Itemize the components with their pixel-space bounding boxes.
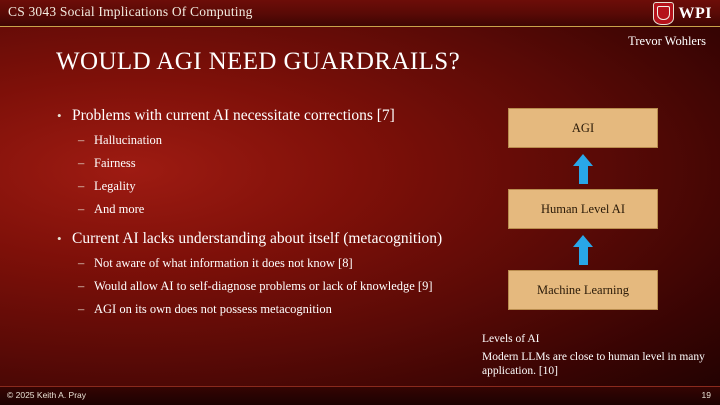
bullet-level1: • Current AI lacks understanding about itself (metacognition) — [56, 229, 466, 248]
bullet-level2: – Not aware of what information it does not know [8] — [56, 255, 466, 271]
course-title: CS 3043 Social Implications Of Computing — [8, 4, 253, 19]
bullet-level2: – Fairness — [56, 155, 466, 171]
bullet-level1: • Problems with current AI necessitate corrections [7] — [56, 106, 466, 125]
diagram-box-machine-learning: Machine Learning — [508, 270, 658, 310]
diagram-caption — [482, 332, 707, 378]
diagram-box-human-level-ai: Human Level AI — [508, 189, 658, 229]
page-number: 19 — [701, 390, 711, 400]
ai-levels-diagram — [508, 108, 658, 310]
page-title: WOULD AGI NEED GUARDRAILS? — [56, 48, 461, 75]
wpi-crest-icon — [653, 2, 674, 25]
arrow-up-icon — [508, 148, 658, 189]
bullet-list — [56, 106, 466, 317]
caption-line-2: Modern LLMs are close to human level in many application. [10] — [482, 351, 705, 377]
bullet-group-spacer — [56, 217, 466, 229]
footer-bar — [0, 386, 720, 405]
header-bar — [0, 0, 720, 27]
bullet-level2: – Hallucination — [56, 132, 466, 148]
wpi-logo-text: WPI — [678, 4, 712, 22]
caption-line-1: Levels of AI — [482, 333, 540, 345]
bullet-level2: – And more — [56, 201, 466, 217]
diagram-box-agi: AGI — [508, 108, 658, 148]
bullet-level2: – Would allow AI to self-diagnose problems or lack of knowledge [9] — [56, 278, 466, 294]
author-name: Trevor Wohlers — [628, 34, 706, 48]
copyright-text: © 2025 Keith A. Pray — [7, 390, 87, 400]
wpi-logo — [653, 2, 713, 25]
bullet-level2: – Legality — [56, 178, 466, 194]
bullet-level2: – AGI on its own does not possess metacognition — [56, 301, 466, 317]
arrow-up-icon — [508, 229, 658, 270]
